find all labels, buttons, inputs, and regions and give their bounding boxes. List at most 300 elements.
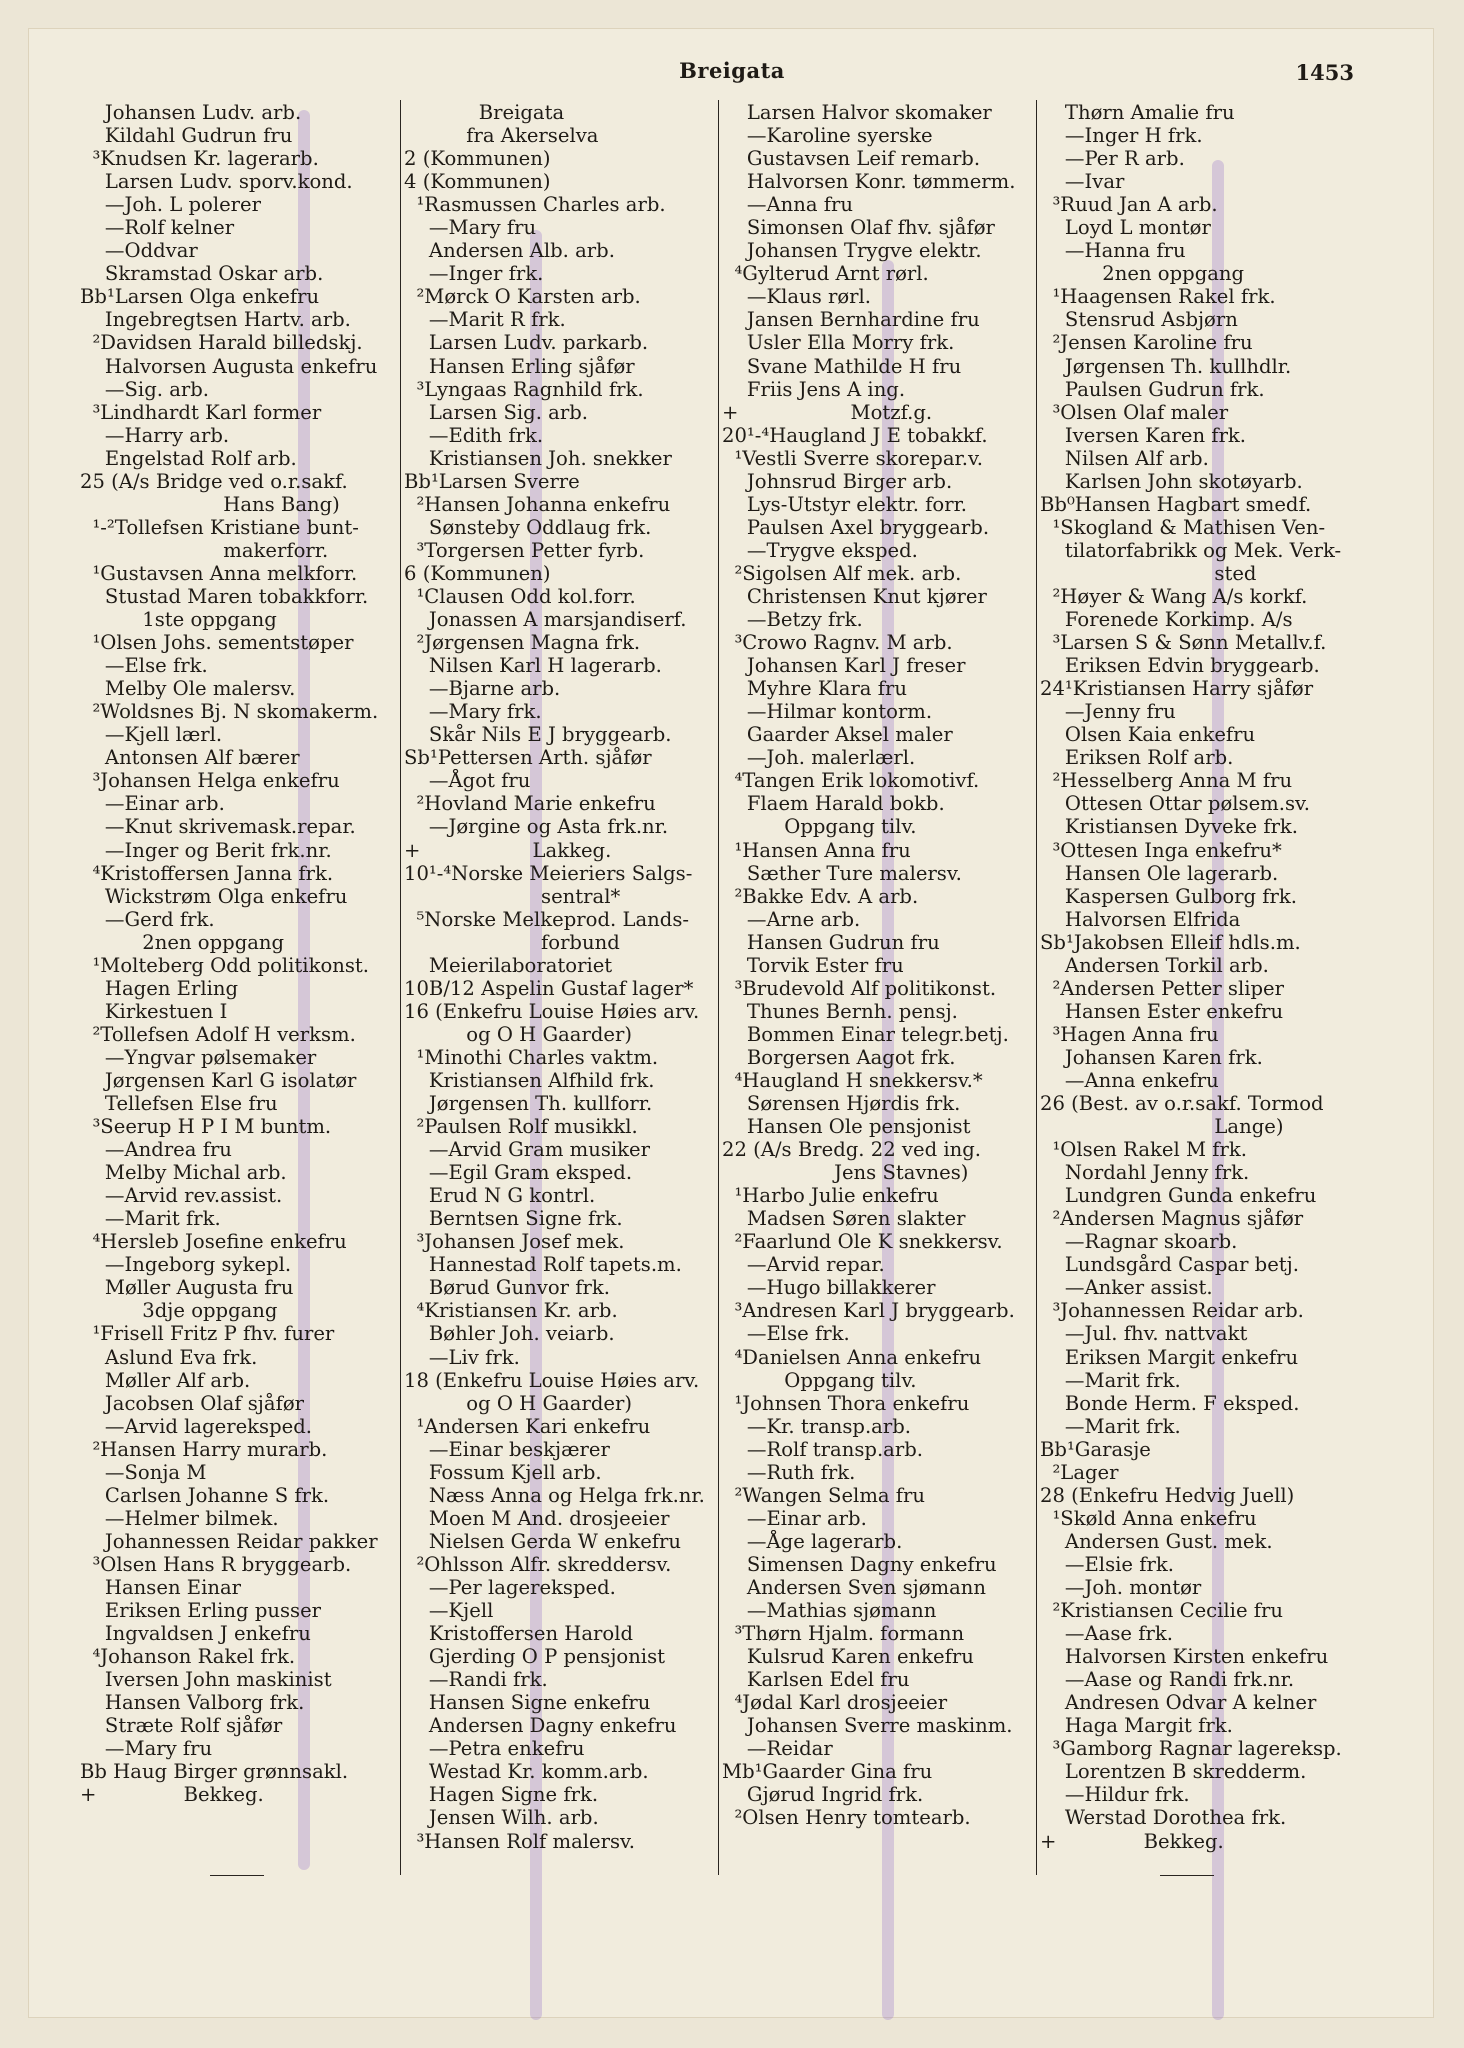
directory-entry: —Einar arb.: [722, 1506, 867, 1530]
directory-entry: Werstad Dorothea frk.: [1040, 1806, 1287, 1830]
directory-entry: 10B/12 Aspelin Gustaf lager*: [404, 976, 694, 1000]
directory-entry: —Arvid repar.: [722, 1253, 885, 1277]
directory-entry: —Karoline syerske: [722, 124, 933, 148]
directory-entry: ¹Olsen Johs. sementstøper: [80, 631, 354, 655]
directory-entry: ¹Skogland & Mathisen Ven-: [1040, 515, 1326, 539]
directory-entry: ⁴Kristoffersen Janna frk.: [80, 861, 334, 885]
directory-entry: + Motzf.g.: [722, 400, 933, 424]
directory-entry: ³Thørn Hjalm. formann: [722, 1622, 965, 1646]
directory-entry: ²Olsen Henry tomtearb.: [722, 1806, 971, 1830]
directory-entry: Sb¹Jakobsen Elleif hdls.m.: [1040, 930, 1301, 954]
directory-entry: ³Olsen Olaf maler: [1040, 400, 1229, 424]
directory-entry: ¹Rasmussen Charles arb.: [404, 193, 666, 217]
directory-entry: ³Ruud Jan A arb.: [1040, 193, 1218, 217]
directory-entry: —Andrea fru: [80, 1138, 232, 1162]
directory-entry: 10¹-⁴Norske Meieriers Salgs-: [404, 861, 693, 885]
directory-entry: makerforr.: [80, 538, 329, 562]
directory-entry: Stensrud Asbjørn: [1040, 308, 1238, 332]
directory-entry: Christensen Knut kjører: [722, 584, 987, 608]
directory-entry: ²Andersen Magnus sjåfør: [1040, 1207, 1304, 1231]
directory-entry: ²Lager: [1040, 1460, 1119, 1484]
directory-entry: —Egil Gram eksped.: [404, 1161, 633, 1185]
directory-entry: ³Johansen Helga enkefru: [80, 769, 340, 793]
directory-entry: Moen M And. drosjeeier: [404, 1506, 670, 1530]
directory-column-1: [80, 101, 398, 1806]
directory-entry: Borgersen Aagot frk.: [722, 1045, 956, 1069]
directory-entry: ⁴Haugland H snekkersv.*: [722, 1068, 983, 1092]
directory-entry: Johansen Trygve elektr.: [722, 239, 982, 263]
directory-entry: Hagen Signe frk.: [404, 1783, 599, 1807]
directory-entry: ¹Harbo Julie enkefru: [722, 1184, 939, 1208]
directory-entry: ¹Gustavsen Anna melkforr.: [80, 561, 358, 585]
directory-entry: Larsen Ludv. parkarb.: [404, 331, 649, 355]
directory-entry: ³Hansen Rolf malersv.: [404, 1829, 636, 1853]
directory-entry: Bøhler Joh. veiarb.: [404, 1322, 615, 1346]
directory-entry: ¹-²Tollefsen Kristiane bunt-: [80, 515, 359, 539]
directory-entry: Iversen John maskinist: [80, 1668, 332, 1692]
directory-entry: ¹Hansen Anna fru: [722, 838, 911, 862]
directory-entry: Jørgensen Th. kullforr.: [404, 1092, 653, 1116]
directory-entry: Hansen Ole pensjonist: [722, 1115, 971, 1139]
directory-entry: ¹Molteberg Odd politikonst.: [80, 953, 370, 977]
directory-entry: + Lakkeg.: [404, 838, 612, 862]
directory-entry: Eriksen Margit enkefru: [1040, 1345, 1299, 1369]
directory-entry: Stræte Rolf sjåfør: [80, 1714, 283, 1738]
directory-entry: Gaarder Aksel maler: [722, 723, 953, 747]
directory-entry: Oppgang tilv.: [722, 815, 917, 839]
directory-entry: ¹Skøld Anna enkefru: [1040, 1506, 1257, 1530]
directory-entry: ¹Johnsen Thora enkefru: [722, 1391, 970, 1415]
directory-entry: Kristoffersen Harold: [404, 1622, 634, 1646]
directory-entry: —Åge lagerarb.: [722, 1529, 903, 1553]
directory-entry: 16 (Enkefru Louise Høies arv.: [404, 999, 700, 1023]
directory-entry: —Mary fru: [404, 216, 537, 240]
directory-entry: Gjørud Ingrid frk.: [722, 1783, 924, 1807]
directory-entry: Usler Ella Morry frk.: [722, 331, 955, 355]
directory-entry: —Jenny fru: [1040, 700, 1176, 724]
directory-entry: —Inger H frk.: [1040, 124, 1203, 148]
directory-entry: —Hilmar kontorm.: [722, 700, 933, 724]
directory-entry: —Per R arb.: [1040, 147, 1185, 171]
directory-entry: Andresen Odvar A kelner: [1040, 1691, 1317, 1715]
directory-entry: —Arvid Gram musiker: [404, 1138, 650, 1162]
directory-entry: Sb¹Pettersen Arth. sjåfør: [404, 746, 652, 770]
directory-entry: Ottesen Ottar pølsem.sv.: [1040, 792, 1310, 816]
directory-entry: —Anna enkefru: [1040, 1068, 1219, 1092]
directory-entry: Lundsgård Caspar betj.: [1040, 1253, 1299, 1277]
directory-entry: Gjerding O P pensjonist: [404, 1645, 666, 1669]
directory-entry: Nilsen Karl H lagerarb.: [404, 654, 662, 678]
directory-entry: —Per lagereksped.: [404, 1576, 616, 1599]
directory-entry: Fossum Kjell arb.: [404, 1460, 602, 1484]
directory-entry: ²Davidsen Harald billedskj.: [80, 331, 363, 355]
directory-entry: —Randi frk.: [404, 1668, 548, 1692]
directory-entry: Halvorsen Konr. tømmerm.: [722, 170, 1016, 194]
page-number: 1453: [1295, 60, 1354, 85]
directory-entry: Lange): [1040, 1115, 1284, 1139]
directory-entry: ²Woldsnes Bj. N skomakerm.: [80, 700, 379, 724]
directory-entry: ³Brudevold Alf politikonst.: [722, 976, 997, 1000]
directory-entry: Bommen Einar telegr.betj.: [722, 1022, 1009, 1046]
directory-entry: —Petra enkefru: [404, 1737, 585, 1761]
directory-entry: —Rolf transp.arb.: [722, 1437, 923, 1461]
directory-entry: ³Olsen Hans R bryggearb.: [80, 1552, 352, 1576]
directory-entry: Næss Anna og Helga frk.nr.: [404, 1483, 705, 1507]
directory-entry: Berntsen Signe frk.: [404, 1207, 623, 1231]
directory-entry: Lorentzen B skredderm.: [1040, 1760, 1307, 1784]
directory-entry: —Sig. arb.: [80, 377, 210, 401]
directory-entry: ⁴Kristiansen Kr. arb.: [404, 1299, 618, 1323]
directory-entry: 1ste oppgang: [80, 608, 277, 632]
directory-entry: 24¹Kristiansen Harry sjåfør: [1040, 677, 1314, 701]
directory-entry: ²Hovland Marie enkefru: [404, 792, 656, 816]
directory-entry: Paulsen Axel bryggearb.: [722, 515, 990, 539]
directory-entry: ¹Minothi Charles vaktm.: [404, 1045, 659, 1069]
directory-entry: ⁴Tangen Erik lokomotivf.: [722, 769, 980, 793]
directory-entry: ³Gamborg Ragnar lagereksp.: [1040, 1737, 1342, 1761]
directory-entry: Erud N G kontrl.: [404, 1184, 596, 1208]
directory-column-3: [722, 101, 1034, 1830]
directory-entry: 2 (Kommunen): [404, 147, 551, 171]
directory-entry: Skår Nils E J bryggearb.: [404, 723, 672, 747]
directory-entry: 18 (Enkefru Louise Høies arv.: [404, 1368, 700, 1392]
directory-entry: ²Wangen Selma fru: [722, 1483, 926, 1507]
directory-entry: Johansen Karl J freser: [722, 654, 966, 678]
directory-entry: Simensen Dagny enkefru: [722, 1552, 997, 1576]
directory-entry: ⁴Jødal Karl drosjeeier: [722, 1691, 948, 1715]
directory-entry: Svane Mathilde H fru: [722, 354, 962, 378]
directory-entry: og O H Gaarder): [404, 1391, 632, 1415]
directory-entry: ¹Frisell Fritz P fhv. furer: [80, 1322, 335, 1346]
directory-entry: Melby Michal arb.: [80, 1161, 287, 1185]
directory-entry: ²Ohlsson Alfr. skreddersv.: [404, 1552, 672, 1576]
directory-entry: ²Jensen Karoline fru: [1040, 331, 1253, 355]
directory-entry: —Else frk.: [80, 654, 208, 678]
directory-entry: Andersen Dagny enkefru: [404, 1714, 677, 1738]
directory-entry: Møller Augusta fru: [80, 1276, 294, 1300]
directory-entry: Kristiansen Dyveke frk.: [1040, 815, 1299, 839]
directory-entry: Aslund Eva frk.: [80, 1345, 258, 1369]
directory-entry: ²Jørgensen Magna frk.: [404, 631, 641, 655]
directory-entry: Jens Stavnes): [722, 1161, 969, 1185]
directory-entry: ³Torgersen Petter fyrb.: [404, 538, 645, 562]
directory-entry: —Marit frk.: [80, 1207, 221, 1231]
directory-entry: —Gerd frk.: [80, 907, 215, 931]
directory-entry: Oppgang tilv.: [722, 1368, 917, 1392]
directory-entry: ⁴Gylterud Arnt rørl.: [722, 262, 929, 286]
directory-entry: Hans Bang): [80, 492, 340, 516]
directory-entry: Flaem Harald bokb.: [722, 792, 945, 816]
directory-entry: Torvik Ester fru: [722, 953, 904, 977]
directory-entry: ²Kristiansen Cecilie fru: [1040, 1599, 1283, 1623]
directory-entry: —Einar arb.: [80, 792, 225, 816]
directory-entry: Karlsen John skotøyarb.: [1040, 469, 1303, 493]
directory-entry: —Marit frk.: [1040, 1414, 1181, 1438]
directory-entry: Møller Alf arb.: [80, 1368, 251, 1392]
directory-entry: Olsen Kaia enkefru: [1040, 723, 1256, 747]
directory-entry: —Hanna fru: [1040, 239, 1186, 263]
directory-entry: og O H Gaarder): [404, 1022, 632, 1046]
directory-entry: 25 (A/s Bridge ved o.r.sakf.: [80, 469, 348, 493]
directory-entry: ¹Andersen Kari enkefru: [404, 1414, 651, 1438]
directory-entry: —Oddvar: [80, 239, 198, 263]
directory-entry: Kildahl Gudrun fru: [80, 124, 293, 148]
directory-entry: Stustad Maren tobakkforr.: [80, 584, 369, 608]
directory-entry: Antonsen Alf bærer: [80, 746, 300, 770]
directory-entry: Simonsen Olaf fhv. sjåfør: [722, 216, 995, 240]
directory-entry: Kulsrud Karen enkefru: [722, 1645, 974, 1669]
directory-entry: —Joh. malerlærl.: [722, 746, 916, 770]
directory-entry: ³Crowo Ragnv. M arb.: [722, 631, 953, 655]
directory-entry: Loyd L montør: [1040, 216, 1211, 240]
directory-entry: Sæther Ture malersv.: [722, 861, 962, 885]
directory-entry: ³Johansen Josef mek.: [404, 1230, 625, 1254]
directory-entry: Hannestad Rolf tapets.m.: [404, 1253, 682, 1277]
directory-entry: ¹Clausen Odd kol.forr.: [404, 584, 636, 608]
directory-entry: Gustavsen Leif remarb.: [722, 147, 981, 171]
directory-entry: Melby Ole malersv.: [80, 677, 296, 701]
directory-entry: —Ingeborg sykepl.: [80, 1253, 292, 1277]
column-rule: [718, 100, 719, 1875]
directory-entry: Lys-Utstyr elektr. forr.: [722, 492, 968, 516]
directory-entry: sentral*: [404, 884, 621, 908]
directory-entry: —Yngvar pølsemaker: [80, 1045, 317, 1069]
directory-entry: Westad Kr. komm.arb.: [404, 1760, 649, 1784]
directory-entry: Kirkestuen I: [80, 999, 228, 1023]
directory-entry: —Marit frk.: [1040, 1368, 1181, 1392]
directory-entry: Andersen Gust. mek.: [1040, 1529, 1273, 1553]
directory-entry: forbund: [404, 930, 620, 954]
directory-entry: Bb¹Larsen Olga enkefru: [80, 285, 320, 309]
directory-entry: Johansen Ludv. arb.: [80, 101, 302, 124]
directory-entry: ³Andresen Karl J bryggearb.: [722, 1299, 1015, 1323]
directory-column-4: [1040, 101, 1358, 1853]
directory-entry: —Kr. transp.arb.: [722, 1414, 912, 1438]
directory-entry: ³Johannessen Reidar arb.: [1040, 1299, 1304, 1323]
directory-entry: ²Bakke Edv. A arb.: [722, 884, 919, 908]
directory-entry: ³Lyngaas Ragnhild frk.: [404, 377, 644, 401]
directory-entry: ³Hagen Anna fru: [1040, 1022, 1219, 1046]
directory-entry: Meierilaboratoriet: [404, 953, 613, 977]
directory-entry: Jonassen A marsjandiserf.: [404, 608, 687, 632]
directory-entry: 4 (Kommunen): [404, 170, 551, 194]
directory-entry: Jørgensen Th. kullhdlr.: [1040, 354, 1292, 378]
directory-entry: Hansen Ole lagerarb.: [1040, 861, 1279, 885]
directory-entry: Halvorsen Augusta enkefru: [80, 354, 378, 378]
directory-entry: —Bjarne arb.: [404, 677, 561, 701]
directory-entry: —Reidar: [722, 1737, 833, 1761]
directory-entry: Andersen Alb. arb.: [404, 239, 615, 263]
directory-entry: tilatorfabrikk og Mek. Verk-: [1040, 538, 1342, 562]
section-end-rule: [1160, 1875, 1214, 1876]
directory-entry: Kaspersen Gulborg frk.: [1040, 884, 1298, 908]
directory-entry: Jacobsen Olaf sjåfør: [80, 1391, 304, 1415]
directory-entry: Carlsen Johanne S frk.: [80, 1483, 330, 1507]
directory-entry: Hagen Erling: [80, 976, 239, 1000]
directory-entry: Forenede Korkimp. A/s: [1040, 608, 1293, 632]
directory-entry: ³Larsen S & Sønn Metallv.f.: [1040, 631, 1327, 655]
directory-entry: Hansen Signe enkefru: [404, 1691, 651, 1715]
directory-entry: —Aase frk.: [1040, 1622, 1173, 1646]
directory-entry: ²Hansen Harry murarb.: [80, 1437, 328, 1461]
directory-entry: —Arvid lagereksped.: [80, 1414, 313, 1438]
directory-entry: ²Hesselberg Anna M fru: [1040, 769, 1293, 793]
directory-entry: —Joh. montør: [1040, 1576, 1202, 1599]
directory-entry: Hansen Erling sjåfør: [404, 354, 635, 378]
directory-entry: Halvorsen Kirsten enkefru: [1040, 1645, 1329, 1669]
directory-entry: + Bekkeg.: [1040, 1829, 1224, 1853]
column-rule: [1036, 100, 1037, 1875]
directory-entry: 28 (Enkefru Hedvig Juell): [1040, 1483, 1295, 1507]
directory-column-2: [404, 101, 716, 1853]
directory-entry: Nordahl Jenny frk.: [1040, 1161, 1250, 1185]
directory-entry: + Bekkeg.: [80, 1783, 264, 1807]
directory-entry: —Mary frk.: [404, 700, 542, 724]
directory-entry: Hansen Ester enkefru: [1040, 999, 1284, 1023]
directory-entry: Johannessen Reidar pakker: [80, 1529, 378, 1553]
directory-entry: Engelstad Rolf arb.: [80, 446, 297, 470]
directory-entry: Bb⁰Hansen Hagbart smedf.: [1040, 492, 1312, 516]
directory-entry: Bb¹Larsen Sverre: [404, 469, 580, 493]
directory-entry: —Einar beskjærer: [404, 1437, 610, 1461]
directory-entry: ³Seerup H P I M buntm.: [80, 1115, 332, 1139]
directory-entry: 2nen oppgang: [80, 930, 285, 954]
directory-entry: Breigata: [404, 101, 565, 124]
directory-entry: ⁴Danielsen Anna enkefru: [722, 1345, 982, 1369]
directory-entry: ²Sigolsen Alf mek. arb.: [722, 561, 962, 585]
directory-entry: Johansen Sverre maskinm.: [722, 1714, 1013, 1738]
directory-entry: ³Ottesen Inga enkefru*: [1040, 838, 1282, 862]
directory-entry: Friis Jens A ing.: [722, 377, 906, 401]
directory-entry: —Else frk.: [722, 1322, 850, 1346]
directory-entry: Jansen Bernhardine fru: [722, 308, 980, 332]
directory-entry: Eriksen Edvin bryggearb.: [1040, 654, 1320, 678]
directory-entry: 3dje oppgang: [80, 1299, 278, 1323]
directory-entry: —Inger og Berit frk.nr.: [80, 838, 332, 862]
directory-entry: Hansen Einar: [80, 1576, 242, 1599]
directory-entry: —Hugo billakkerer: [722, 1276, 936, 1300]
directory-entry: Børud Gunvor frk.: [404, 1276, 610, 1300]
directory-entry: Madsen Søren slakter: [722, 1207, 966, 1231]
directory-entry: Jørgensen Karl G isolatør: [80, 1068, 357, 1092]
directory-entry: Hansen Valborg frk.: [80, 1691, 305, 1715]
directory-entry: ³Lindhardt Karl former: [80, 400, 322, 424]
directory-entry: ²Høyer & Wang A/s korkf.: [1040, 584, 1308, 608]
directory-entry: Eriksen Rolf arb.: [1040, 746, 1234, 770]
directory-entry: 22 (A/s Bredg. 22 ved ing.: [722, 1138, 981, 1162]
directory-entry: —Liv frk.: [404, 1345, 520, 1369]
directory-entry: ¹Haagensen Rakel frk.: [1040, 285, 1276, 309]
directory-entry: ¹Vestli Sverre skorepar.v.: [722, 446, 983, 470]
directory-entry: —Kjell: [404, 1599, 494, 1623]
directory-entry: ⁵Norske Melkeprod. Lands-: [404, 907, 689, 931]
directory-entry: Larsen Sig. arb.: [404, 400, 588, 424]
directory-entry: Johnsrud Birger arb.: [722, 469, 953, 493]
directory-entry: —Ragnar skoarb.: [1040, 1230, 1238, 1254]
directory-entry: —Trygve eksped.: [722, 538, 918, 562]
directory-entry: ²Hansen Johanna enkefru: [404, 492, 671, 516]
directory-entry: —Arne arb.: [722, 907, 861, 931]
directory-entry: Jensen Wilh. arb.: [404, 1806, 599, 1830]
directory-entry: —Rolf kelner: [80, 216, 235, 240]
directory-entry: Hansen Gudrun fru: [722, 930, 940, 954]
directory-entry: —Klaus rørl.: [722, 285, 872, 309]
directory-entry: Bb¹Garasje: [1040, 1437, 1151, 1461]
directory-entry: —Betzy frk.: [722, 608, 863, 632]
directory-entry: —Anna fru: [722, 193, 854, 217]
directory-entry: —Mathias sjømann: [722, 1599, 937, 1623]
directory-entry: Sønsteby Oddlaug frk.: [404, 515, 652, 539]
directory-entry: Myhre Klara fru: [722, 677, 907, 701]
directory-entry: —Aase og Randi frk.nr.: [1040, 1668, 1295, 1692]
directory-entry: —Inger frk.: [404, 262, 544, 286]
directory-entry: Mb¹Gaarder Gina fru: [722, 1760, 933, 1784]
directory-entry: —Kjell lærl.: [80, 723, 223, 747]
directory-entry: —Mary fru: [80, 1737, 213, 1761]
directory-entry: —Harry arb.: [80, 423, 230, 447]
section-end-rule: [210, 1875, 264, 1876]
directory-entry: —Ruth frk.: [722, 1460, 856, 1484]
directory-entry: —Knut skrivemask.repar.: [80, 815, 356, 839]
directory-entry: 2nen oppgang: [1040, 262, 1245, 286]
directory-entry: 26 (Best. av o.r.sakf. Tormod: [1040, 1092, 1324, 1116]
directory-entry: ²Paulsen Rolf musikkl.: [404, 1115, 638, 1139]
directory-entry: —Sonja M: [80, 1460, 207, 1484]
directory-entry: fra Akerselva: [404, 124, 599, 148]
directory-entry: —Helmer bilmek.: [80, 1506, 279, 1530]
directory-entry: Iversen Karen frk.: [1040, 423, 1247, 447]
directory-entry: Wickstrøm Olga enkefru: [80, 884, 348, 908]
directory-entry: —Ågot fru: [404, 769, 531, 793]
directory-entry: —Joh. L polerer: [80, 193, 262, 217]
directory-entry: Thørn Amalie fru: [1040, 101, 1235, 124]
directory-entry: Nilsen Alf arb.: [1040, 446, 1209, 470]
directory-entry: sted: [1040, 561, 1257, 585]
directory-entry: Sørensen Hjørdis frk.: [722, 1092, 961, 1116]
directory-entry: —Jul. fhv. nattvakt: [1040, 1322, 1248, 1346]
directory-entry: —Jørgine og Asta frk.nr.: [404, 815, 669, 839]
directory-entry: Kristiansen Joh. snekker: [404, 446, 672, 470]
directory-entry: ²Tollefsen Adolf H verksm.: [80, 1022, 356, 1046]
directory-entry: ³Knudsen Kr. lagerarb.: [80, 147, 319, 171]
directory-entry: —Anker assist.: [1040, 1276, 1213, 1300]
directory-entry: —Ivar: [1040, 170, 1125, 194]
directory-entry: Haga Margit frk.: [1040, 1714, 1233, 1738]
directory-entry: ²Andersen Petter sliper: [1040, 976, 1285, 1000]
directory-entry: —Marit R frk.: [404, 308, 566, 332]
directory-entry: Andersen Torkil arb.: [1040, 953, 1269, 977]
directory-entry: ¹Olsen Rakel M frk.: [1040, 1138, 1247, 1162]
directory-entry: Larsen Ludv. sporv.kond.: [80, 170, 353, 194]
directory-entry: Nielsen Gerda W enkefru: [404, 1529, 682, 1553]
directory-entry: 20¹-⁴Haugland J E tobakkf.: [722, 423, 988, 447]
directory-entry: Paulsen Gudrun frk.: [1040, 377, 1265, 401]
page-title: Breigata: [679, 58, 785, 83]
directory-entry: —Elsie frk.: [1040, 1552, 1174, 1576]
directory-entry: Bb Haug Birger grønnsakl.: [80, 1760, 349, 1784]
directory-entry: Andersen Sven sjømann: [722, 1576, 987, 1599]
directory-entry: Ingvaldsen J enkefru: [80, 1622, 311, 1646]
directory-entry: ²Faarlund Ole K snekkersv.: [722, 1230, 1003, 1254]
directory-entry: Karlsen Edel fru: [722, 1668, 910, 1692]
directory-entry: ⁴Johanson Rakel frk.: [80, 1645, 296, 1669]
column-rule: [400, 100, 401, 1875]
directory-entry: Eriksen Erling pusser: [80, 1599, 322, 1623]
directory-entry: Ingebregtsen Hartv. arb.: [80, 308, 351, 332]
directory-entry: Johansen Karen frk.: [1040, 1045, 1263, 1069]
directory-entry: —Hildur frk.: [1040, 1783, 1190, 1807]
directory-entry: Tellefsen Else fru: [80, 1092, 278, 1116]
